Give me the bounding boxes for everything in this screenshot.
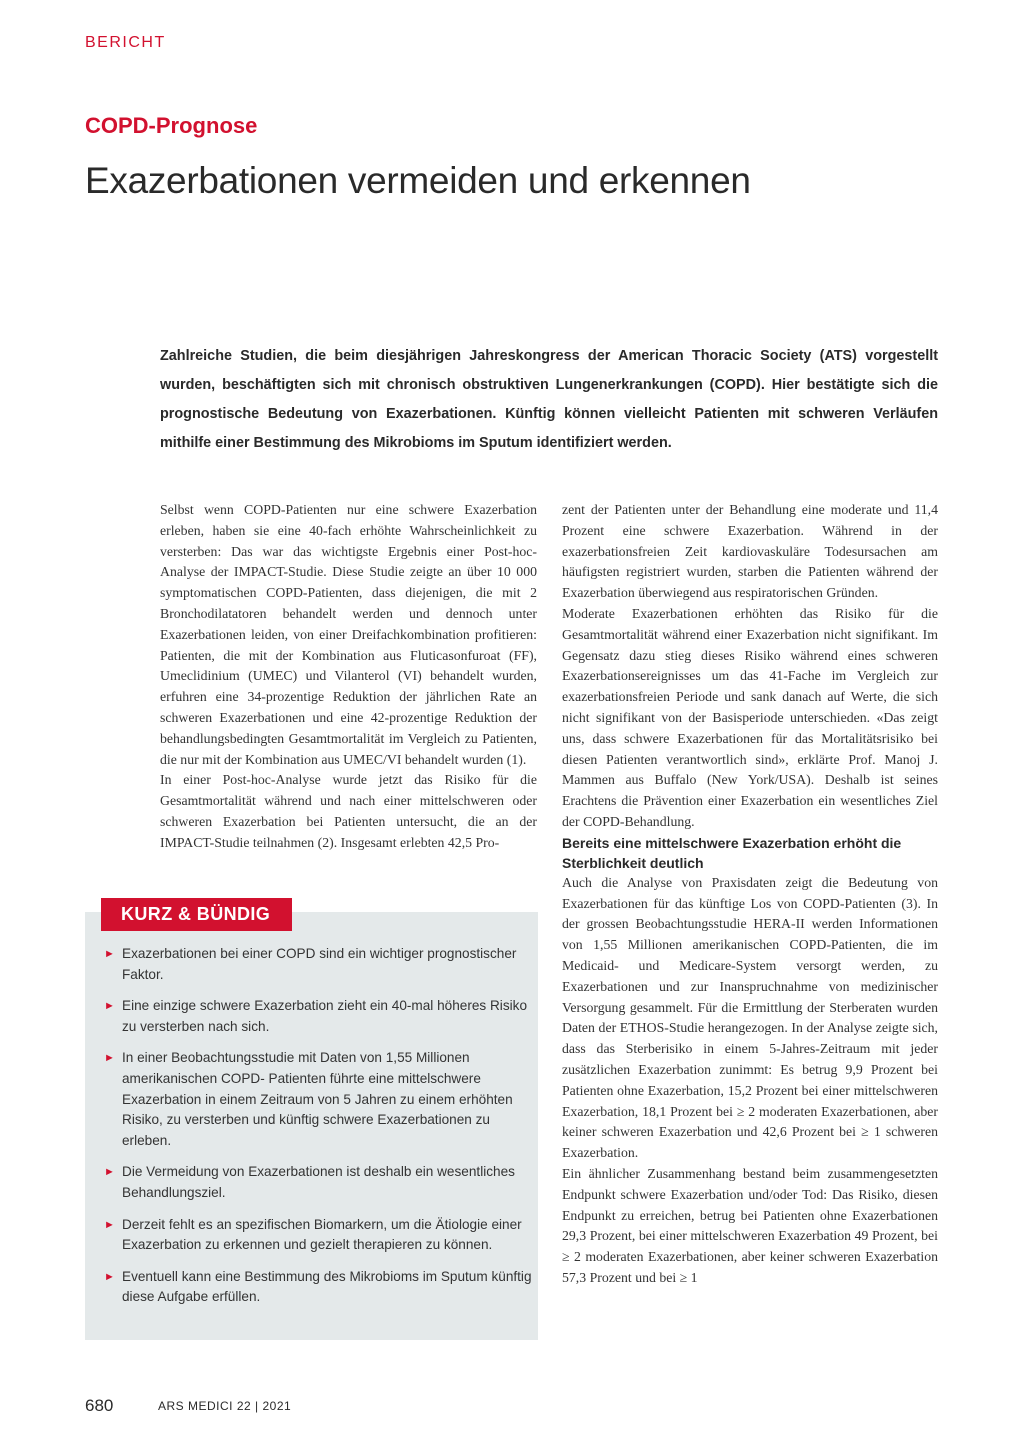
article-lead: Zahlreiche Studien, die beim diesjährigen Jahreskongress der American Thoracic Society (ATS) vorgestellt wurden, beschäftigten sich mit chronisch obstruktiven Lungenerkrankungen (COPD). Hier bestätigte sich die prognostische Bedeutung von Exazerbationen. Künftig können vielleicht Patienten mit schweren Verläufen mithilfe einer Bestimmung des Mikrobioms im Sputum identifiziert werden. bbox=[160, 348, 938, 451]
summary-item-text: Die Vermeidung von Exazerbationen ist deshalb ein wesentliches Behandlungsziel. bbox=[122, 1164, 515, 1200]
summary-list-item bbox=[104, 1267, 534, 1308]
body-paragraph: In einer Post-hoc-Analyse wurde jetzt das Risiko für die Gesamtmortalität während und nach einer mittelschweren oder schweren Exazerbation bei Patienten untersucht, die an der IMPACT-Studie teilnahmen (2). Insgesamt erlebten 42,5 Pro- bbox=[160, 772, 537, 850]
summary-list-item bbox=[104, 996, 534, 1037]
body-paragraph: zent der Patienten unter der Behandlung eine moderate und 11,4 Prozent eine schwere Exazerbation. Während in der exazerbationsfreien Zeit kardiovaskuläre Todesursachen am häufigsten registriert wurden, starben die Patienten während der Exazerbation überwiegend aus respiratorischen Gründen. bbox=[562, 502, 938, 601]
body-paragraph: Selbst wenn COPD-Patienten nur eine schwere Exazerbation erleben, haben sie eine 40-fach erhöhte Wahrscheinlichkeit zu versterben: Das war das wichtigste Ergebnis einer Post-hoc-Analyse der IMPACT-Studie. Diese Studie zeigte an über 10 000 symptomatischen COPD-Patienten, dass diejenigen, die mit 2 Bronchodilatatoren behandelt werden und dennoch unter Exazerbationen leiden, von einer Dreifachkombination profitieren: Patienten, die mit der Kombination aus Fluticasonfuroat (FF), Umeclidinium (UMEC) und Vilanterol (VI) behandelt wurden, erfuhren eine 34-prozentige Reduktion der jährlichen Rate an schweren Exazerbationen und eine 42-prozentige Reduktion der behandlungsbedingten Gesamtmortalität im Vergleich zu Patienten, die nur mit der Kombination aus UMEC/VI behandelt wurden (1). bbox=[160, 502, 537, 767]
section-label: BERICHT bbox=[85, 34, 166, 51]
summary-list-item bbox=[104, 1162, 534, 1203]
summary-box-title: KURZ & BÜNDIG bbox=[101, 898, 292, 931]
summary-list-item bbox=[104, 1215, 534, 1256]
summary-list-item bbox=[104, 944, 534, 985]
triangle-bullet-icon: ► bbox=[104, 1166, 115, 1179]
journal-name: ARS MEDICI 22 | 2021 bbox=[158, 1399, 292, 1413]
summary-list bbox=[104, 944, 534, 1319]
summary-item-text: In einer Beobachtungsstudie mit Daten von 1,55 Millionen amerikanischen COPD- Patienten führte eine mittelschwere Exazerbation in einem Zeitraum von 5 Jahren zu einem erhöhten Risiko, zu versterben und künftig schwere Exazerbationen zu erleben. bbox=[122, 1050, 513, 1148]
body-column-left bbox=[160, 500, 537, 854]
triangle-bullet-icon: ► bbox=[104, 1000, 115, 1013]
body-paragraph: Moderate Exazerbationen erhöhten das Risiko für die Gesamtmortalität während einer Exazerbation nicht signifikant. Im Gegensatz dazu stieg dieses Risiko während eines schweren Exazerbationsereignisses um das 41-Fache im Vergleich zur exazerbationsfreien Periode und sank danach auf Werte, die sich nicht signifikant von der Basisperiode unterschieden. «Das zeigt uns, dass schwere Exazerbationen für das Mortalitätsrisiko bei diesen Patienten verantwortlich sind», erklärte Prof. Manoj J. Mammen aus Buffalo (New York/USA). Deshalb ist seines Erachtens die Prävention einer Exazerbation ein wesentliches Ziel der COPD-Behandlung. bbox=[562, 605, 938, 829]
page-number: 680 bbox=[85, 1396, 114, 1415]
body-paragraph: Auch die Analyse von Praxisdaten zeigt die Bedeutung von Exazerbationen für das künftige Los von COPD-Patienten (3). In der grossen Beobachtungsstudie HERA-II werden Informationen von 1,55 Millionen amerikanischen COPD-Patienten, die im Medicaid- und Medicare-System versorgt werden, zu Exazerbationen und zur Inanspruchnahme von medizinischer Versorgung gesammelt. Für die Ermittlung der Sterberaten wurden Daten der ETHOS-Studie herangezogen. In der Analyse zeigte sich, dass das Sterberisiko in einem 5-Jahres-Zeitraum mit jeder zusätzlichen Exazerbation zunimmt: Es betrug 9,9 Prozent bei Patienten ohne Exazerbation, 15,2 Prozent bei einer mittelschweren Exazerbation, 18,1 Prozent bei ≥ 2 moderaten Exazerbationen, aber keiner schweren Exazerbation und 42,6 Prozent bei ≥ 1 schweren Exazerbation. bbox=[562, 874, 938, 1161]
body-paragraph: Ein ähnlicher Zusammenhang bestand beim zusammengesetzten Endpunkt schwere Exazerbation und/oder Tod: Das Risiko, diesen Endpunkt zu erreichen, betrug bei Patienten ohne Exazerbationen 29,3 Prozent, bei einer mittelschweren Exazerbation 49 Prozent, bei ≥ 2 moderaten Exazerbationen, aber keiner schweren Exazerbation 57,3 Prozent und bei ≥ 1 bbox=[562, 1165, 938, 1285]
triangle-bullet-icon: ► bbox=[104, 1218, 115, 1231]
section-subhead: Bereits eine mittelschwere Exazerbation erhöht die Sterblichkeit deutlich bbox=[562, 834, 902, 871]
article-kicker: COPD-Prognose bbox=[85, 113, 258, 138]
summary-item-text: Eventuell kann eine Bestimmung des Mikrobioms im Sputum künftig diese Aufgabe erfüllen. bbox=[122, 1268, 532, 1305]
triangle-bullet-icon: ► bbox=[104, 948, 115, 960]
triangle-bullet-icon: ► bbox=[104, 1052, 115, 1065]
summary-item-text: Eine einzige schwere Exazerbation zieht ein 40-mal höheres Risiko zu versterben nach sich. bbox=[122, 998, 528, 1034]
body-column-right bbox=[562, 500, 938, 1289]
summary-list-item bbox=[104, 1048, 534, 1151]
summary-item-text: Derzeit fehlt es an spezifischen Biomarkern, um die Ätiologie einer Exazerbation zu erkennen und gezielt therapieren zu können. bbox=[122, 1216, 522, 1253]
summary-item-text: Exazerbationen bei einer COPD sind ein wichtiger prognostischer Faktor. bbox=[122, 946, 517, 982]
article-title: Exazerbationen vermeiden und erkennen bbox=[85, 160, 751, 201]
triangle-bullet-icon: ► bbox=[104, 1270, 115, 1283]
